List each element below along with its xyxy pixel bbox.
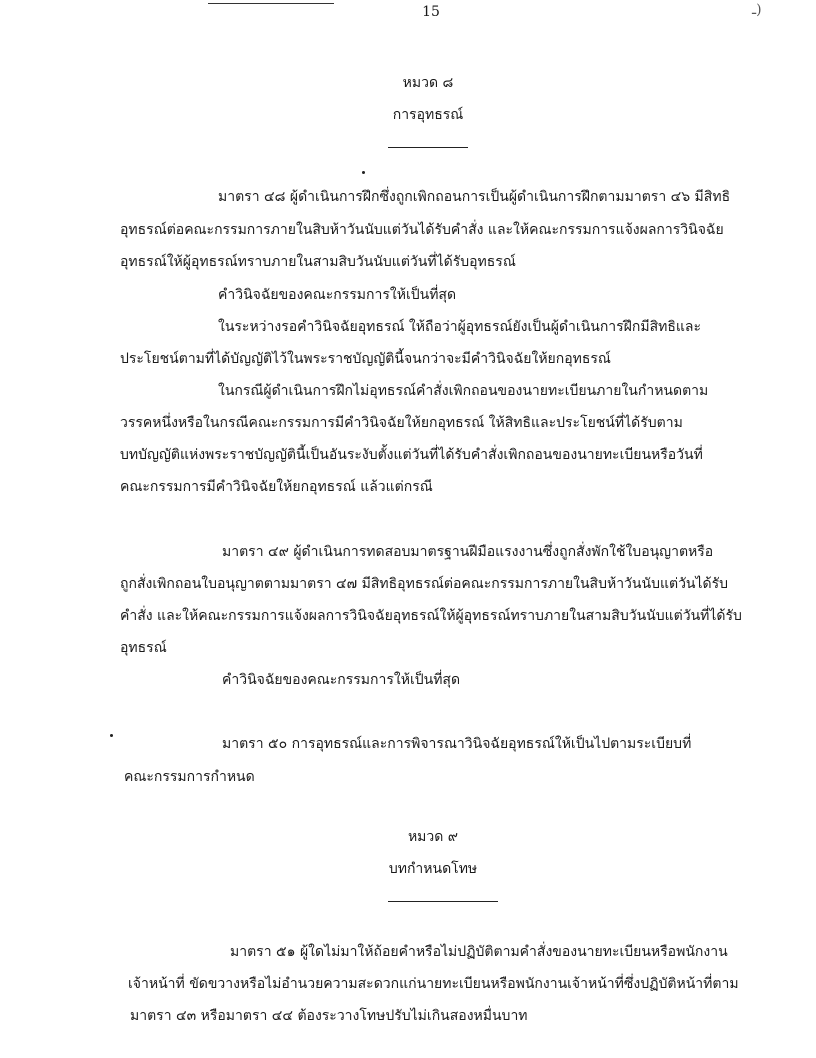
section51-line-3: มาตรา ๔๓ หรือมาตรา ๔๔ ต้องระวางโทษปรับไม่เกินสองหมื่นบาท bbox=[130, 1008, 528, 1024]
section49-line-1: มาตรา ๔๙ ผู้ดำเนินการทดสอบมาตรฐานฝีมือแรงงานซึ่งถูกสั่งพักใช้ใบอนุญาตหรือ bbox=[222, 544, 714, 560]
chapter9-title: บทกำหนดโทษ bbox=[388, 861, 478, 877]
chapter9-number: หมวด ๙ bbox=[407, 829, 459, 845]
section50-line-2: คณะกรรมการกำหนด bbox=[124, 769, 255, 785]
section48-para2-line-1: ในระหว่างรอคำวินิจฉัยอุทธรณ์ ให้ถือว่าผู้อุทธรณ์ยังเป็นผู้ดำเนินการฝึกมีสิทธิและ bbox=[218, 319, 702, 335]
speck bbox=[110, 734, 113, 737]
section48-line-3: อุทธรณ์ให้ผู้อุทธรณ์ทราบภายในสามสิบวันนับแต่วันที่ได้รับอุทธรณ์ bbox=[120, 254, 516, 270]
section48-line-1: มาตรา ๔๘ ผู้ดำเนินการฝึกซึ่งถูกเพิกถอนการเป็นผู้ดำเนินการฝึกตามมาตรา ๔๖ มีสิทธิ bbox=[218, 189, 731, 205]
section49-final: คำวินิจฉัยของคณะกรรมการให้เป็นที่สุด bbox=[222, 672, 461, 688]
section48-para2-line-2: ประโยชน์ตามที่ได้บัญญัติไว้ในพระราชบัญญัตินี้จนกว่าจะมีคำวินิจฉัยให้ยกอุทธรณ์ bbox=[120, 351, 611, 367]
section48-final: คำวินิจฉัยของคณะกรรมการให้เป็นที่สุด bbox=[218, 287, 457, 303]
chapter8-rule bbox=[388, 147, 468, 148]
section48-line-2: อุทธรณ์ต่อคณะกรรมการภายในสิบห้าวันนับแต่วันได้รับคำสั่ง และให้คณะกรรมการแจ้งผลการวินิจฉัย bbox=[120, 222, 724, 238]
section51-line-2: เจ้าหน้าที่ ขัดขวางหรือไม่อำนวยความสะดวกแก่นายทะเบียนหรือพนักงานเจ้าหน้าที่ซึ่งปฏิบัติหน้าที่ตาม bbox=[128, 976, 739, 992]
section48-para3-line-3: บทบัญญัติแห่งพระราชบัญญัตินี้เป็นอันระงับตั้งแต่วันที่ได้รับคำสั่งเพิกถอนของนายทะเบียนหรือวันที่ bbox=[120, 447, 703, 463]
section48-para3-line-2: วรรคหนึ่งหรือในกรณีคณะกรรมการมีคำวินิจฉัยให้ยกอุทธรณ์ ให้สิทธิและประโยชน์ที่ได้รับตาม bbox=[120, 415, 683, 431]
speck bbox=[362, 171, 365, 174]
page-number: 15 bbox=[422, 4, 440, 20]
chapter8-number: หมวด ๘ bbox=[402, 75, 454, 91]
chapter9-rule bbox=[388, 901, 498, 902]
section49-line-4: อุทธรณ์ bbox=[120, 640, 167, 656]
section49-line-2: ถูกสั่งเพิกถอนใบอนุญาตตามมาตรา ๔๗ มีสิทธิอุทธรณ์ต่อคณะกรรมการภายในสิบห้าวันนับแต่วันได้รับ bbox=[120, 576, 729, 592]
section49-line-3: คำสั่ง และให้คณะกรรมการแจ้งผลการวินิจฉัยอุทธรณ์ให้ผู้อุทธรณ์ทราบภายในสามสิบวันนับแต่วันที่ได้รับ bbox=[120, 608, 742, 624]
section48-para3-line-1: ในกรณีผู้ดำเนินการฝึกไม่อุทธรณ์คำสั่งเพิกถอนของนายทะเบียนภายในกำหนดตาม bbox=[218, 383, 709, 399]
chapter8-title: การอุทธรณ์ bbox=[392, 107, 464, 123]
corner-mark: ـ) bbox=[752, 2, 762, 18]
section50-line-1: มาตรา ๕๐ การอุทธรณ์และการพิจารณาวินิจฉัยอุทธรณ์ให้เป็นไปตามระเบียบที่ bbox=[222, 736, 692, 752]
section51-line-1: มาตรา ๕๑ ผู้ใดไม่มาให้ถ้อยคำหรือไม่ปฏิบัติตามคำสั่งของนายทะเบียนหรือพนักงาน bbox=[230, 944, 728, 960]
section48-para3-line-4: คณะกรรมการมีคำวินิจฉัยให้ยกอุทธรณ์ แล้วแต่กรณี bbox=[120, 479, 433, 495]
